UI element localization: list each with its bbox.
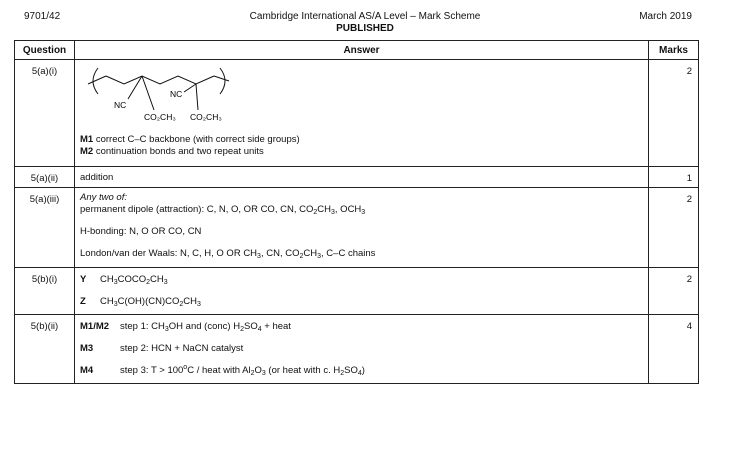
answer-header: Answer [75, 41, 649, 60]
table-row [15, 268, 699, 315]
ester-label-1: CO₂CH₃ [144, 112, 176, 122]
nitrile-label-1: NC [114, 100, 127, 110]
marks-value: 1 [649, 167, 699, 188]
right-bracket [220, 68, 225, 94]
answer-cell [75, 188, 649, 268]
marks-value: 4 [649, 315, 699, 384]
ester-bond-2 [196, 84, 198, 110]
m2-line: M2 continuation bonds and two repeat units [80, 146, 264, 157]
nitrile-bond-2 [184, 84, 196, 92]
question-number: 5(a)(ii) [15, 167, 75, 188]
question-header: Question [15, 41, 75, 60]
table-row [15, 60, 699, 167]
hbond-line: H-bonding: N, O OR CO, CN [80, 226, 202, 237]
paper-code: 9701/42 [24, 11, 61, 22]
answer-cell [75, 315, 649, 384]
right-continuation-bond [214, 76, 229, 81]
answer-text: addition [80, 172, 114, 183]
ester-label-2: CO₂CH₃ [190, 112, 222, 122]
table-row [15, 188, 699, 268]
table-header-row [15, 41, 699, 60]
left-continuation-bond [88, 76, 106, 84]
intro-text: Any two of: [80, 192, 127, 203]
nitrile-label-2: NC [170, 89, 183, 99]
y-line: Y $CH_3COCO_2CH_3$ [80, 274, 168, 286]
question-number: 5(b)(ii) [15, 315, 75, 384]
question-number: 5(a)(iii) [15, 188, 75, 268]
answer-cell [75, 60, 649, 167]
table-row [15, 315, 699, 384]
carbon-backbone [106, 76, 214, 84]
question-number: 5(a)(i) [15, 60, 75, 167]
answer-cell [75, 268, 649, 315]
marks-value: 2 [649, 60, 699, 167]
published-label: PUBLISHED [336, 23, 394, 34]
answer-cell [75, 167, 649, 188]
title-text: Cambridge International AS/A Level – Mark Scheme [249, 11, 481, 22]
exam-date: March 2019 [639, 11, 692, 22]
marks-header: Marks [649, 41, 699, 60]
m1m2-line: M1/M2 step 1: $CH_3OH$ and (conc) $H_2SO_4$ + heat [80, 321, 291, 333]
m1-line: M1 correct C–C backbone (with correct side groups) [80, 134, 300, 145]
question-number: 5(b)(i) [15, 268, 75, 315]
table-row [15, 167, 699, 188]
polymer-structure-diagram [84, 64, 244, 130]
document-title [0, 11, 730, 35]
ester-bond-1 [142, 76, 154, 110]
m3-line: M3 step 2: HCN + NaCN catalyst [80, 343, 244, 354]
m4-line: M4 step 3: $T > 100^oC$ / heat with $Al_2O_3$ (or heat with c. $H_2SO_4$) [80, 364, 365, 377]
marks-value: 2 [649, 268, 699, 315]
london-line: London/van der Waals: N, C, H, O OR $CH_3$, CN, $CO_2CH_3$, C–C chains [80, 248, 376, 260]
z-line: Z $CH_3C(OH)(CN)CO_2CH_3$ [80, 296, 201, 308]
dipole-line: permanent dipole (attraction): C, N, O, OR CO, CN, $CO_2CH_3$, $OCH_3$ [80, 204, 366, 216]
mark-scheme-table [14, 40, 699, 384]
marks-value: 2 [649, 188, 699, 268]
